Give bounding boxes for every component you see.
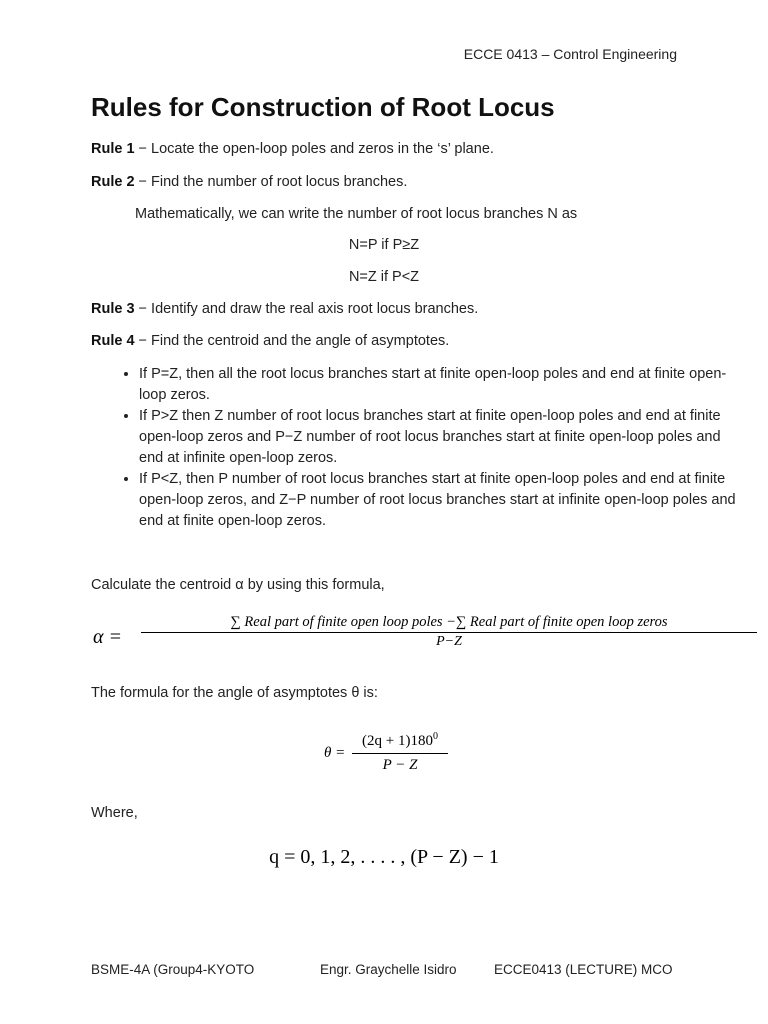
rule-4 <box>91 333 449 349</box>
centroid-intro: Calculate the centroid α by using this formula, <box>91 577 385 593</box>
rule-2-intro: Mathematically, we can write the number of root locus branches N as <box>135 206 578 222</box>
bullet-p-less-z: • If P<Z, then P number of root locus branches start at finite open-loop poles and end at finite open-loop zeros, and Z−P number of root locus branches start at infinite open-loop poles and end at finite open-loop zeros. <box>139 469 739 532</box>
rule-2-case-1: N=P if P≥Z <box>348 237 420 253</box>
footer-left: BSME-4A (Group4-KYOTO <box>91 962 255 977</box>
footer-right: ECCE0413 (LECTURE) MCO <box>494 962 673 977</box>
page-title: Rules for Construction of Root Locus <box>91 92 555 122</box>
rule-1 <box>91 141 494 157</box>
angle-numerator-superscript: 0 <box>432 731 438 742</box>
angle-formula <box>324 731 454 781</box>
rule-2-text: − Find the number of root locus branches. <box>134 174 408 190</box>
rule-4-label: Rule 4 <box>91 333 135 349</box>
angle-numerator-text: (2q + 1)180 <box>362 733 433 749</box>
rule-3-text: − Identify and draw the real axis root locus branches. <box>134 301 479 317</box>
angle-numerator <box>352 731 448 753</box>
angle-fraction <box>352 731 448 774</box>
angle-denominator: P − Z <box>382 757 418 773</box>
rule-2-case-2: N=Z if P<Z <box>348 269 420 285</box>
bullet-p-greater-z: • If P>Z then Z number of root locus branches start at finite open-loop poles and end at finite open-loop zeros and P−Z number of root locus branches start at finite open-loop poles and end at infinite open-loop zeros. <box>139 406 739 469</box>
rule-4-text: − Find the centroid and the angle of asymptotes. <box>134 333 450 349</box>
angle-intro: The formula for the angle of asymptotes θ is: <box>91 685 378 701</box>
course-header: ECCE 0413 – Control Engineering <box>463 46 677 62</box>
rule-2-label: Rule 2 <box>91 174 135 190</box>
bullet-p-equals-z: • If P=Z, then all the root locus branches start at finite open-loop poles and end at finite open-loop zeros. <box>139 364 739 406</box>
angle-lhs: θ = <box>324 745 346 761</box>
footer-center: Engr. Graychelle Isidro <box>320 962 457 977</box>
centroid-numerator: ∑ Real part of finite open loop poles −∑ Real part of finite open loop zeros <box>230 614 668 630</box>
where-label: Where, <box>91 805 138 821</box>
rule-1-text: − Locate the open-loop poles and zeros in the ‘s’ plane. <box>134 141 494 157</box>
rule-3 <box>91 301 478 317</box>
rule-1-label: Rule 1 <box>91 141 135 157</box>
rule-4-bullet-list <box>91 364 739 532</box>
centroid-denominator: P−Z <box>436 634 462 649</box>
centroid-fraction <box>141 614 757 650</box>
centroid-formula <box>91 614 671 658</box>
rule-3-label: Rule 3 <box>91 301 135 317</box>
centroid-lhs: α = <box>93 626 122 648</box>
rule-2 <box>91 174 407 190</box>
q-equation: q = 0, 1, 2, . . . . , (P − Z) − 1 <box>269 846 499 868</box>
